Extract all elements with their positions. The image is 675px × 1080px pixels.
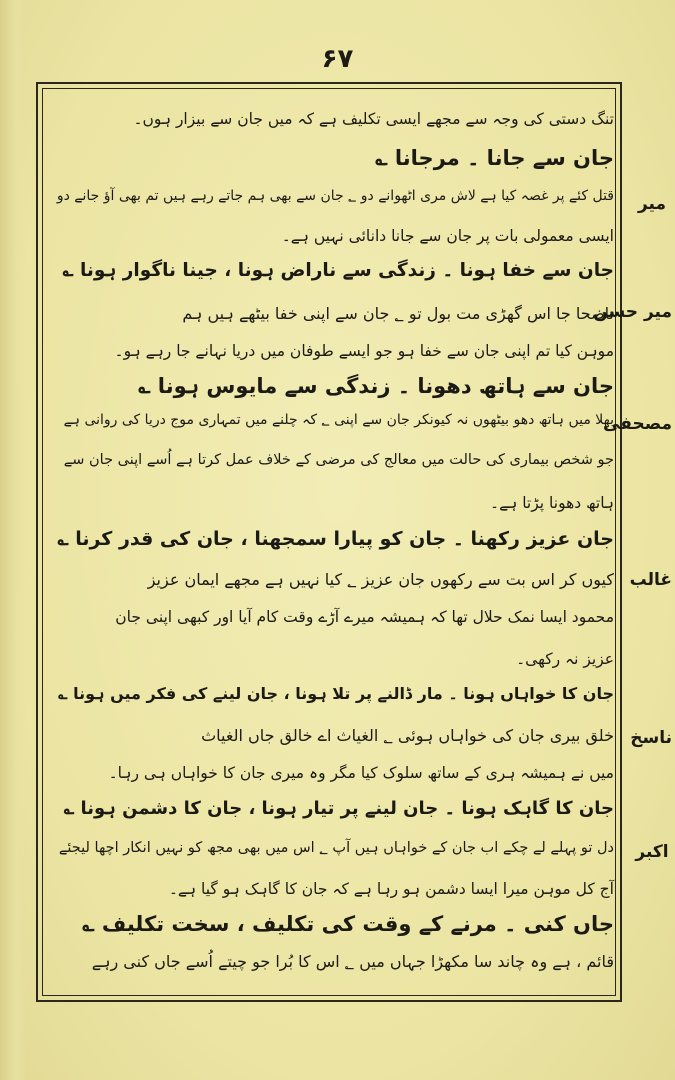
page-number: ۶۷ xyxy=(321,44,354,74)
verse-line: دل تو پہلے لے چکے اب جان کے خواہاں ہیں آپ ؂ اس میں بھی مجھ کو نہیں انکار اچھا لیجئے xyxy=(58,840,614,856)
text-line: آج کل موہن میرا ایسا دشمن ہو رہا ہے کہ جان کا گاہک ہو گیا ہے۔ xyxy=(168,880,614,898)
entry-heading: جان سے ہاتھ دھونا ۔ زندگی سے مایوس ہونا ؎ xyxy=(138,374,614,398)
verse-line: خلق بیری جان کی خواہاں ہوئی ؂ الغیاث اے خالق جاں الغیاث xyxy=(201,726,614,745)
text-line: جو شخص بیماری کی حالت میں معالج کی مرضی کے خلاف عمل کرتا ہے اُسے اپنی جان سے xyxy=(63,452,614,468)
poet-name-margin: ناسخ xyxy=(630,728,672,748)
text-line: موہن کیا تم اپنی جان سے خفا ہو جو ایسے طوفان میں دریا نہانے جا رہے ہو۔ xyxy=(114,342,614,360)
text-line: محمود ایسا نمک حلال تھا کہ ہمیشہ میرے آڑے وقت کام آیا اور کبھی اپنی جان xyxy=(115,608,614,626)
verse-line: کیوں کر اس بت سے رکھوں جان عزیز ؂ کیا نہیں ہے مجھے ایمان عزیز xyxy=(147,570,614,589)
poet-name-margin: میر xyxy=(637,194,667,214)
poet-name-margin: مصحفی xyxy=(603,414,672,434)
poet-name-margin: اکبر xyxy=(635,842,669,862)
entry-heading: جان عزیز رکھنا ۔ جان کو پیارا سمجھنا ، جان کی قدر کرنا ؎ xyxy=(57,528,614,550)
text-line: ہاتھ دھونا پڑتا ہے۔ xyxy=(490,494,614,512)
verse-line: قائم ، ہے وہ چاند سا مکھڑا جہاں میں ؂ اس کا بُرا جو چیتے اُسے جاں کنی رہے xyxy=(91,952,614,971)
text-line: میں نے ہمیشہ ہری کے ساتھ سلوک کیا مگر وہ میری جان کا خواہاں ہی رہا۔ xyxy=(108,764,614,782)
text-line: عزیز نہ رکھی۔ xyxy=(516,650,614,668)
entry-heading: جان کا خواہاں ہونا ۔ مار ڈالنے پر تلا ہونا ، جان لینے کی فکر میں ہونا ؎ xyxy=(58,684,614,703)
entry-heading: جان سے خفا ہونا ۔ زندگی سے ناراض ہونا ، جینا ناگوار ہونا ؎ xyxy=(62,260,614,281)
entry-heading: جان سے جانا ۔ مرجانا ؎ xyxy=(375,146,614,170)
entry-heading: جاں کنی ۔ مرنے کے وقت کی تکلیف ، سخت تکلیف ؎ xyxy=(82,912,614,936)
torn-left-edge xyxy=(0,0,26,1080)
entry-heading: جان کا گاہک ہونا ۔ جان لینے پر تیار ہونا ، جان کا دشمن ہونا ؎ xyxy=(63,798,614,819)
verse-line: قتل کئے پر غصہ کیا ہے لاش مری اٹھوانے دو ؂ جان سے بھی ہم جاتے رہے ہیں تم بھی آؤ جانے دو xyxy=(56,188,614,204)
text-line: ایسی معمولی بات پر جان سے جانا دانائی نہیں ہے۔ xyxy=(281,227,614,245)
poet-name-margin: میر حسن xyxy=(593,302,672,322)
verse-line: بھلا میں ہاتھ دھو بیٹھوں نہ کیونکر جان سے اپنی ؂ کہ چلنے میں تمہاری موج دریا کی روانی ہے xyxy=(63,412,614,428)
poet-name-margin: غالب xyxy=(629,570,672,590)
text-line: تنگ دستی کی وجہ سے مجھے ایسی تکلیف ہے کہ میں جان سے بیزار ہوں۔ xyxy=(133,110,614,128)
verse-line: ناصحا جا اس گھڑی مت بول تو ؂ جان سے اپنی خفا بیٹھے ہیں ہم xyxy=(182,304,614,323)
